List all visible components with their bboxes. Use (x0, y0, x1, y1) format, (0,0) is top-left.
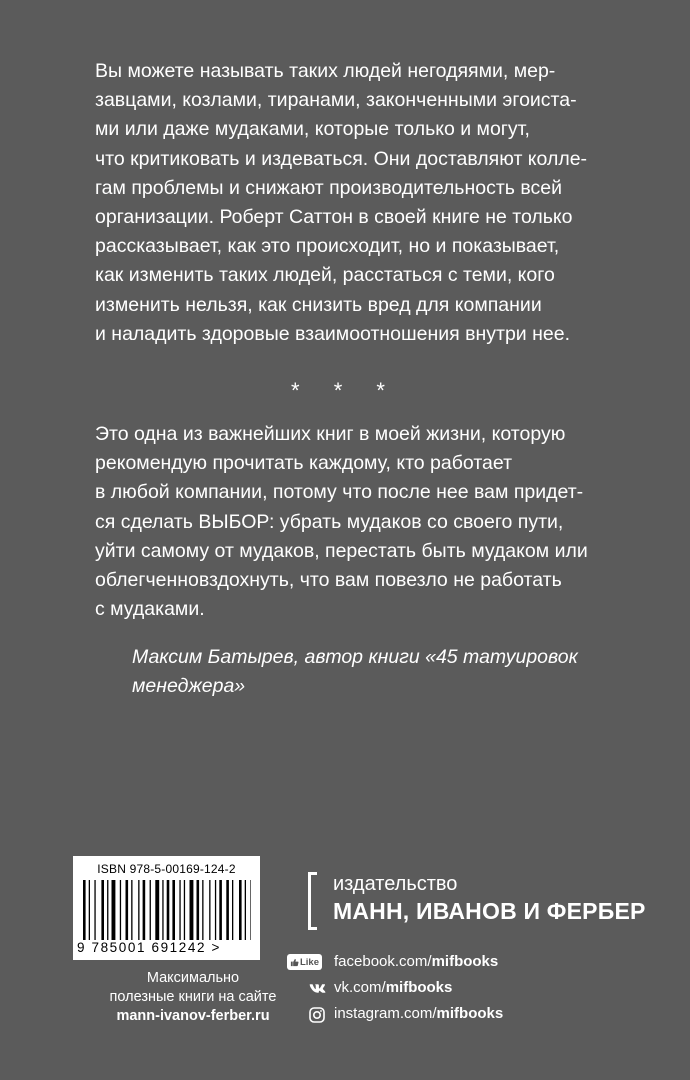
barcode-bar (209, 880, 210, 940)
barcode-bar (190, 880, 194, 940)
barcode-bar (202, 880, 203, 940)
barcode-bar (143, 880, 146, 940)
barcode-digits: 9 785001 691242 > (77, 940, 221, 955)
barcode-bar (219, 880, 222, 940)
barcode-bar (101, 880, 104, 940)
review-line: рассказывает, как это происходит, но и показывает, (95, 235, 560, 258)
review-line: изменить нельзя, как снизить вред для компании (95, 293, 542, 316)
instagram-prefix: instagram.com/ (334, 1005, 437, 1022)
barcode-bar (107, 880, 108, 940)
review-line: что критиковать и издеваться. Они доставляют колле- (95, 147, 588, 170)
quote-paragraph (95, 420, 595, 624)
review-line: и наладить здоровые взаимоотношения внутри нее. (95, 322, 570, 345)
promo-line: Максимально (146, 970, 240, 986)
barcode-bar (94, 880, 95, 940)
review-line: организации. Роберт Саттон в своей книге не только (95, 206, 573, 229)
barcode-bar (250, 880, 251, 940)
section-separator: * * * (291, 378, 399, 403)
barcode-bar (184, 880, 185, 940)
publisher-name: МАНН, ИВАНОВ И ФЕРБЕР (333, 898, 646, 924)
vk-handle: mifbooks (385, 979, 453, 996)
quote-signature (132, 643, 592, 701)
promo-text (93, 969, 293, 1026)
review-line: ми или даже мудаками, которые только и могут, (95, 118, 530, 141)
barcode-bar (162, 880, 163, 940)
barcode-bar (232, 880, 233, 940)
quote-line: Это одна из важнейших книг в моей жизни, которую (95, 423, 566, 445)
facebook-prefix: facebook.com/ (334, 953, 432, 970)
review-line: как изменить таких людей, расстаться с теми, кого (95, 264, 555, 287)
barcode-bar (239, 880, 242, 940)
review-line: Вы можете называть таких людей негодяями, мер- (95, 60, 556, 82)
barcode-bar (150, 880, 151, 940)
facebook-handle: mifbooks (431, 953, 499, 970)
isbn-barcode (73, 856, 260, 960)
signature-line: Максим Батырев, автор книги «45 татуировок (132, 646, 578, 668)
barcode-bar (245, 880, 246, 940)
barcode-bar (89, 880, 90, 940)
facebook-like-icon (287, 954, 322, 970)
barcode-bars (83, 880, 251, 944)
promo-line: полезные книги на сайте (109, 989, 277, 1005)
barcode-bar (155, 880, 159, 940)
barcode-bar (131, 880, 132, 940)
quote-line: уйти самому от мудаков, перестать быть мудаком или (95, 539, 588, 562)
publisher-site-link[interactable]: mann-ivanov-ferber.ru (116, 1008, 270, 1024)
barcode-bar (226, 880, 229, 940)
barcode-bar (215, 880, 216, 940)
barcode-bar (120, 880, 121, 940)
barcode-bar (83, 880, 86, 940)
quote-line: облегченновздохнуть, что вам повезло не работать (95, 569, 562, 592)
vk-icon (309, 980, 326, 996)
barcode-bar (112, 880, 116, 940)
signature-line: менеджера» (132, 675, 246, 698)
barcode-bar (126, 880, 129, 940)
review-paragraph (95, 57, 595, 349)
barcode-bar (167, 880, 170, 940)
review-line: завцами, козлами, тиранами, законченными эгоиста- (95, 89, 577, 112)
barcode-bar (197, 880, 200, 940)
publisher-bracket-icon (308, 872, 317, 930)
isbn-number: ISBN 978-5-00169-124-2 (97, 862, 236, 876)
review-line: гам проблемы и снижают производительность всей (95, 176, 562, 199)
quote-line: с мудаками. (95, 598, 205, 621)
quote-line: в любой компании, потому что после нее вам придет- (95, 481, 584, 504)
like-label: Like (299, 956, 319, 968)
publisher-label: издательство (333, 873, 458, 895)
instagram-handle: mifbooks (436, 1005, 504, 1022)
barcode-bar (138, 880, 139, 940)
instagram-icon (308, 1006, 326, 1024)
vk-prefix: vk.com/ (334, 979, 386, 996)
quote-line: рекомендую прочитать каждому, кто работает (95, 452, 513, 475)
barcode-bar (172, 880, 175, 940)
barcode-bar (179, 880, 180, 940)
quote-line: ся сделать ВЫБОР: убрать мудаков со своего пути, (95, 510, 564, 533)
